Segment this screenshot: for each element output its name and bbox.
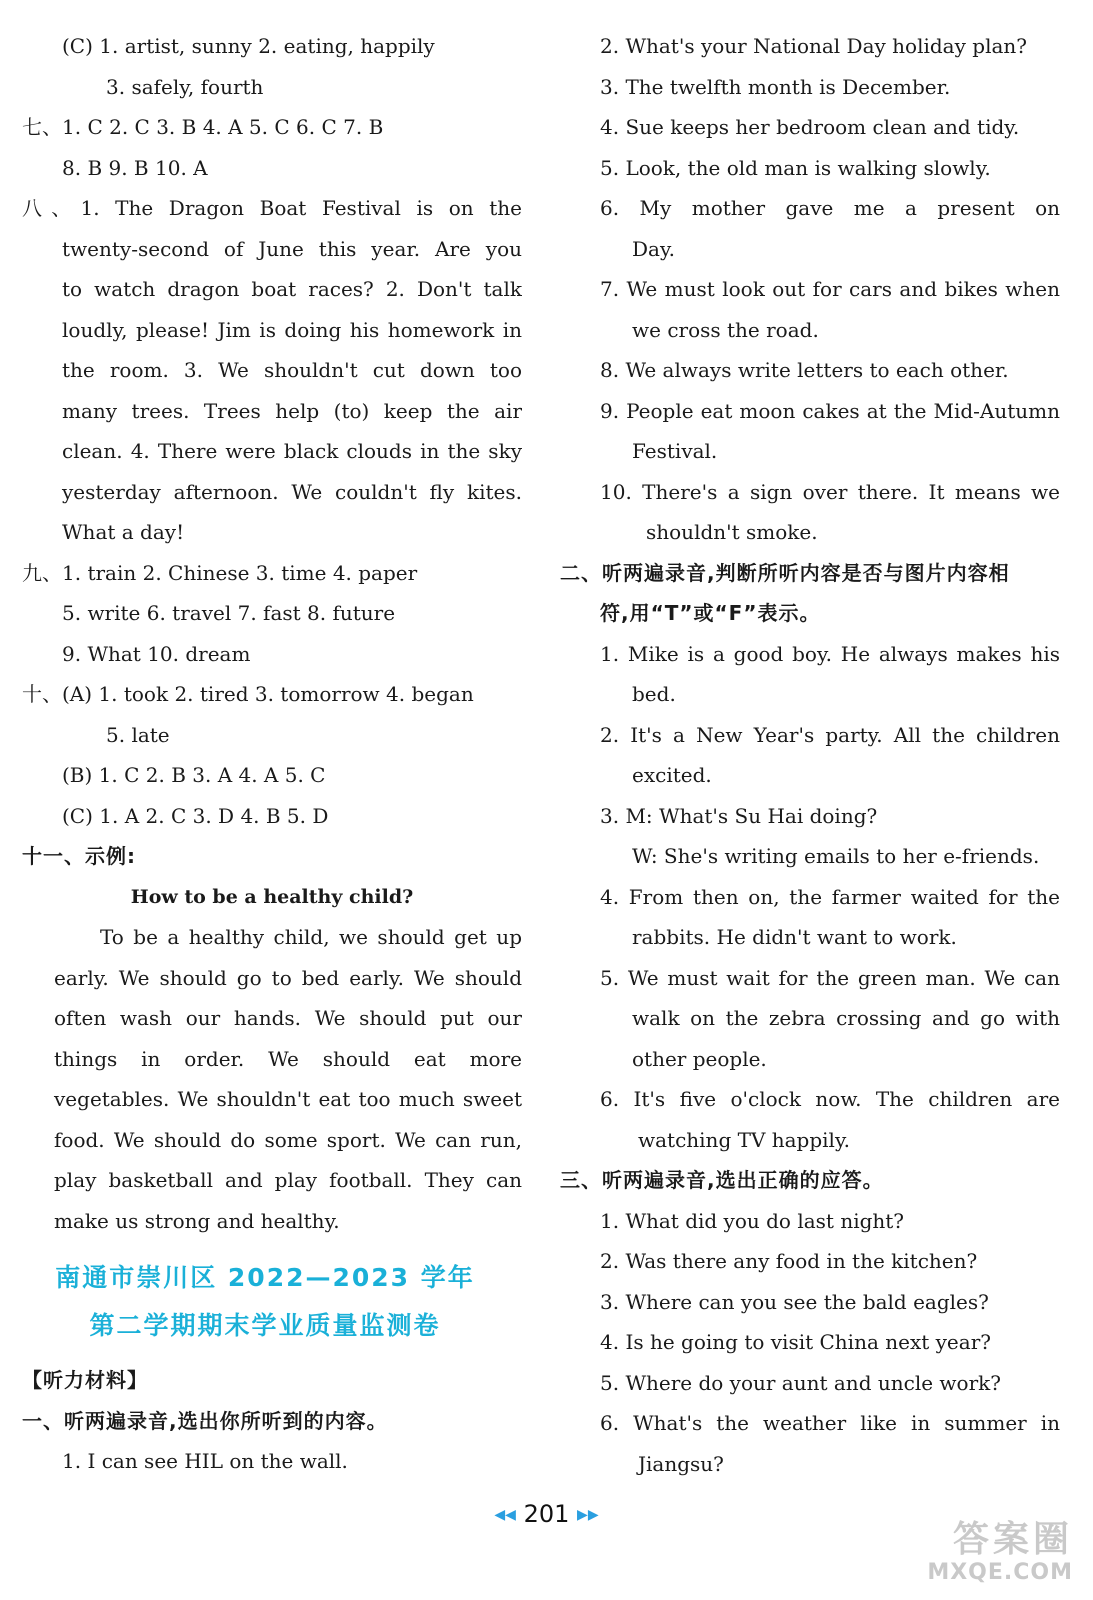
text-line: What a day!	[62, 520, 185, 544]
list-item: 4. From then on, the farmer waited for the	[600, 884, 1060, 909]
list-item: Festival.	[632, 439, 718, 463]
list-item: 4. Sue keeps her bedroom clean and tidy.	[600, 115, 1020, 139]
essay-line: early. We should go to bed early. We should	[54, 965, 522, 990]
answer-line: (C) 1. artist, sunny 2. eating, happily	[62, 34, 435, 58]
answer-line: 十、(A) 1. took 2. tired 3. tomorrow 4. began	[22, 682, 474, 706]
prev-arrows-icon: ◀◀	[494, 1507, 516, 1523]
text-line: to watch dragon boat races? 2. Don't talk	[62, 277, 522, 301]
list-item: other people.	[632, 1046, 767, 1071]
answer-line: (C) 1. A 2. C 3. D 4. B 5. D	[62, 803, 329, 828]
essay-line: make us strong and healthy.	[54, 1208, 340, 1233]
list-item: 8. We always write letters to each other.	[600, 358, 1009, 382]
list-item: 5. We must wait for the green man. We can	[600, 965, 1060, 990]
list-item: 3. M: What's Su Hai doing?	[600, 803, 878, 828]
essay-line: things in order. We should eat more	[54, 1046, 522, 1071]
list-item: 5. Look, the old man is walking slowly.	[600, 155, 991, 180]
text-line: the room. 3. We shouldn't cut down too	[62, 358, 522, 382]
list-item: shouldn't smoke.	[646, 520, 818, 544]
list-item: 10. There's a sign over there. It means we	[600, 479, 1060, 504]
list-item: 6. My mother gave me a present on	[600, 196, 1060, 220]
listening-heading: 【听力材料】	[22, 1368, 148, 1392]
left-column	[22, 26, 522, 1241]
essay-line: vegetables. We shouldn't eat too much sweet	[54, 1087, 522, 1111]
list-item: 4. Is he going to visit China next year?	[600, 1330, 991, 1354]
section-heading: 十一、示例:	[22, 844, 136, 868]
answer-line: (B) 1. C 2. B 3. A 4. A 5. C	[62, 763, 326, 787]
answer-line: 8. B 9. B 10. A	[62, 155, 208, 180]
list-item: 1. I can see HIL on the wall.	[62, 1449, 348, 1473]
essay-line: play basketball and play football. They can	[54, 1168, 522, 1192]
list-item: rabbits. He didn't want to work.	[632, 925, 957, 949]
answer-line: 5. late	[106, 722, 170, 747]
essay-line: To be a healthy child, we should get up	[100, 925, 522, 949]
list-item: 3. The twelfth month is December.	[600, 74, 951, 99]
section-heading: 符,用“T”或“F”表示。	[600, 601, 821, 625]
text-line: twenty-second of June this year. Are you	[62, 236, 522, 261]
list-item: 1. What did you do last night?	[600, 1208, 905, 1233]
list-item: 2. Was there any food in the kitchen?	[600, 1249, 978, 1273]
text-line: 八、1. The Dragon Boat Festival is on the	[22, 196, 522, 220]
list-item: 2. What's your National Day holiday plan?	[600, 34, 1027, 58]
section-heading: 三、听两遍录音,选出正确的应答。	[560, 1168, 884, 1192]
list-item: W: She's writing emails to her e-friends.	[632, 844, 1040, 868]
list-item: Day.	[632, 236, 675, 261]
essay-line: food. We should do some sport. We can run,	[54, 1127, 522, 1152]
watermark-logo	[898, 1520, 1073, 1590]
text-line: clean. 4. There were black clouds in the sky	[62, 439, 522, 463]
list-item: excited.	[632, 763, 712, 787]
right-column	[560, 26, 1060, 1484]
answer-line: 3. safely, fourth	[106, 74, 264, 99]
list-item: 1. Mike is a good boy. He always makes his	[600, 641, 1060, 666]
exam-subtitle: 第二学期期末学业质量监测卷	[89, 1311, 441, 1340]
watermark-top: 答案圈	[952, 1519, 1073, 1560]
list-item: watching TV happily.	[638, 1127, 850, 1152]
list-item: walk on the zebra crossing and go with	[632, 1006, 1060, 1030]
list-item: 6. It's five o'clock now. The children are	[600, 1087, 1060, 1111]
answer-line: 七、1. C 2. C 3. B 4. A 5. C 6. C 7. B	[22, 115, 384, 139]
list-item: bed.	[632, 682, 676, 706]
answer-line: 9. What 10. dream	[62, 641, 251, 666]
essay-title: How to be a healthy child?	[130, 885, 414, 908]
section-heading: 二、听两遍录音,判断所听内容是否与图片内容相	[560, 560, 1010, 585]
answer-line: 九、1. train 2. Chinese 3. time 4. paper	[22, 560, 418, 585]
exam-title: 南通市崇川区 2022—2023 学年	[55, 1263, 475, 1292]
list-item: Jiangsu?	[638, 1451, 724, 1476]
list-item: 9. People eat moon cakes at the Mid-Autumn	[600, 398, 1060, 423]
list-item: we cross the road.	[632, 317, 819, 342]
watermark-bottom: MXQE.COM	[927, 1560, 1073, 1585]
essay-line: often wash our hands. We should put our	[54, 1006, 522, 1030]
list-item: 2. It's a New Year's party. All the children	[600, 722, 1060, 747]
listening-block	[22, 1360, 522, 1482]
next-arrows-icon: ▶▶	[577, 1507, 599, 1523]
section-heading: 一、听两遍录音,选出你所听到的内容。	[22, 1408, 388, 1433]
text-line: many trees. Trees help (to) keep the air	[62, 398, 522, 423]
list-item: 3. Where can you see the bald eagles?	[600, 1289, 989, 1314]
list-item: 6. What's the weather like in summer in	[600, 1411, 1060, 1435]
text-line: loudly, please! Jim is doing his homework in	[62, 317, 522, 342]
text-line: yesterday afternoon. We couldn't fly kites.	[62, 479, 522, 504]
page-number: 201	[523, 1500, 570, 1528]
answer-line: 5. write 6. travel 7. fast 8. future	[62, 601, 396, 625]
list-item: 5. Where do your aunt and uncle work?	[600, 1370, 1001, 1395]
list-item: 7. We must look out for cars and bikes when	[600, 277, 1060, 301]
